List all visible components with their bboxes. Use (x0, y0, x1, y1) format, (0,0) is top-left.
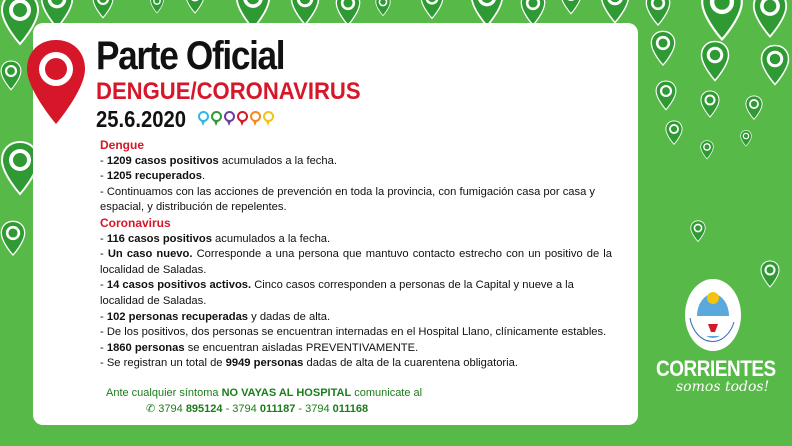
background-pin-icon (420, 0, 444, 20)
background-pin-icon (650, 30, 676, 66)
colored-pins-decoration (198, 111, 274, 122)
province-seal (684, 278, 742, 352)
pin-dot-icon (224, 111, 235, 122)
background-pin-icon (700, 40, 730, 82)
background-pin-icon (185, 0, 205, 14)
list-item: - De los positivos, dos personas se encuentran internadas en el Hospital Llano, clínicamente estables. (100, 326, 607, 339)
background-pin-icon (375, 0, 391, 16)
background-pin-icon (760, 260, 780, 288)
background-pin-icon (645, 0, 671, 26)
background-pin-icon (92, 0, 114, 19)
list-item: - 1209 casos positivos acumulados a la fecha. (100, 154, 337, 167)
pin-dot-icon (237, 111, 248, 122)
background-pin-icon (600, 0, 630, 24)
pin-dot-icon (198, 111, 209, 122)
background-pin-icon (740, 130, 752, 147)
brand-name: CORRIENTES (656, 356, 776, 381)
background-pin-icon (700, 0, 744, 42)
background-pin-icon (655, 80, 677, 111)
list-item: - 116 casos positivos acumulados a la fecha. (100, 232, 331, 245)
pin-dot-icon (250, 111, 261, 122)
brand-tagline: somos todos! (676, 379, 770, 395)
background-pin-icon (0, 220, 26, 256)
background-pin-icon (0, 60, 22, 91)
list-item: - 14 casos positivos activos. Cinco casos corresponden a personas de la Capital y nueve a la localidad de Saladas. (100, 279, 574, 307)
background-pin-icon (665, 120, 683, 145)
pin-dot-icon (211, 111, 222, 122)
phone-numbers: ✆ 3794 895124 - 3794 011187 - 3794 011168 (146, 403, 369, 415)
report-date: 25.6.2020 (96, 106, 187, 132)
phone-icon: ✆ (146, 403, 156, 415)
background-pin-icon (752, 0, 788, 38)
list-item: - 1205 recuperados. (100, 170, 206, 183)
list-item: - Continuamos con las acciones de prevención en toda la provincia, con fumigación casa por casa y espacial, y distribución de repelentes. (100, 185, 596, 214)
background-pin-icon (745, 95, 763, 120)
list-item: - Se registran un total de 9949 personas dadas de alta de la cuarentena obligatoria. (100, 357, 518, 370)
background-pin-icon (690, 220, 706, 242)
location-pin-icon (25, 38, 87, 126)
report-body (100, 138, 612, 372)
background-pin-icon (760, 44, 790, 86)
contact-notice: Ante cualquier síntoma NO VAYAS AL HOSPITAL comunicate al (106, 387, 423, 399)
background-pin-icon (700, 90, 720, 118)
list-item: - 102 personas recuperadas y dadas de alta. (100, 310, 331, 323)
section-heading-coronavirus: Coronavirus (100, 215, 171, 230)
background-pin-icon (560, 0, 582, 15)
list-item: - Un caso nuevo. Corresponde a una persona que mantuvo contacto estrecho con un positivo de la localidad de Saladas. (100, 248, 612, 276)
background-pin-icon (150, 0, 164, 14)
page-subtitle: DENGUE/CORONAVIRUS (96, 78, 361, 105)
background-pin-icon (700, 140, 714, 160)
section-heading-dengue: Dengue (100, 138, 145, 152)
pin-dot-icon (263, 111, 274, 122)
list-item: - 1860 personas se encuentran aisladas PREVENTIVAMENTE. (100, 341, 419, 354)
page-title: Parte Oficial (96, 34, 285, 78)
